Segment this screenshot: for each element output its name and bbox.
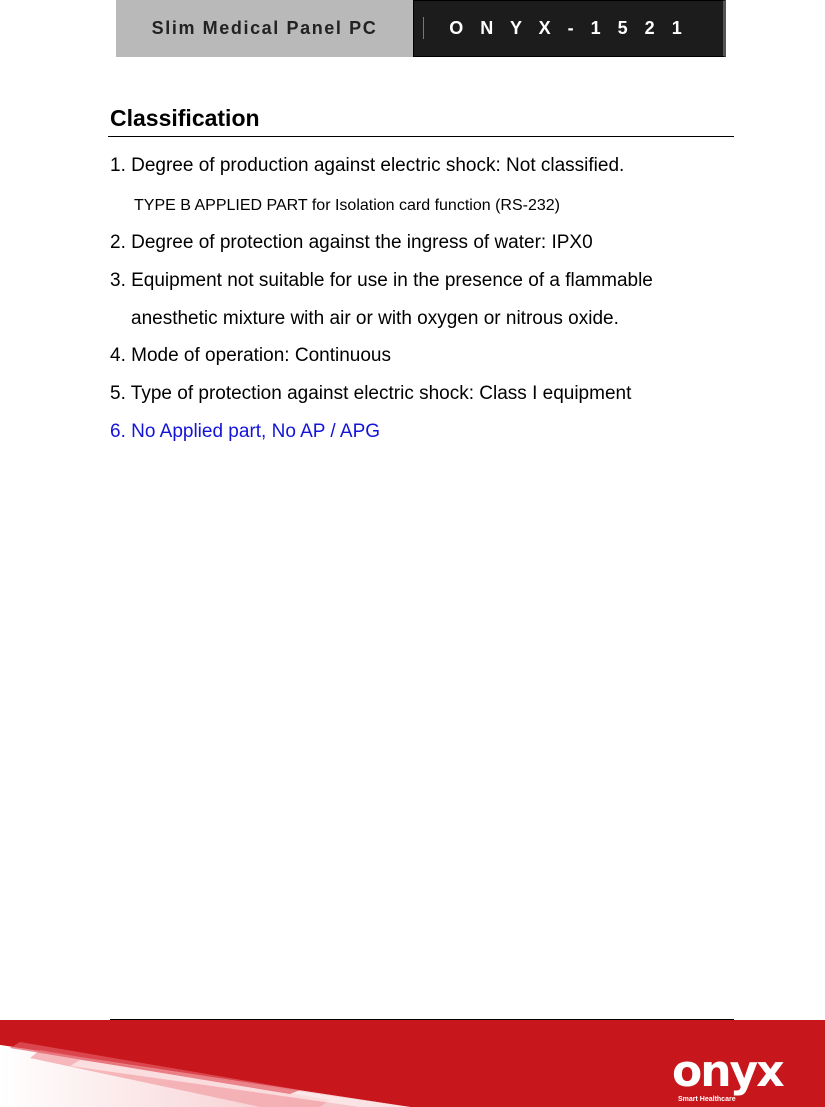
- classification-item-5: 5. Type of protection against electric shock: Class I equipment: [110, 383, 632, 404]
- classification-item-4: 4. Mode of operation: Continuous: [110, 345, 391, 366]
- section-title: Classification: [110, 105, 260, 131]
- classification-item-2: 2. Degree of protection against the ingress of water: IPX0: [110, 232, 593, 253]
- classification-item-6: 6. No Applied part, No AP / APG: [110, 421, 381, 442]
- header-divider: [423, 17, 424, 39]
- onyx-logo: onyx: [672, 1046, 783, 1097]
- header-model: [413, 0, 726, 57]
- model-label: O N Y X - 1 5 2 1: [449, 18, 688, 38]
- product-category-label: Slim Medical Panel PC: [151, 18, 378, 38]
- title-rule: [108, 136, 734, 137]
- classification-item-3: 3. Equipment not suitable for use in the presence of a flammable: [110, 270, 653, 291]
- classification-item-1-note: TYPE B APPLIED PART for Isolation card function (RS-232): [134, 197, 560, 214]
- classification-item-3-continued: anesthetic mixture with air or with oxygen or nitrous oxide.: [131, 308, 619, 329]
- header-product-category: [116, 0, 413, 57]
- onyx-logo-tagline: Smart Healthcare: [678, 1096, 736, 1103]
- classification-item-1: 1. Degree of production against electric shock: Not classified.: [110, 155, 625, 176]
